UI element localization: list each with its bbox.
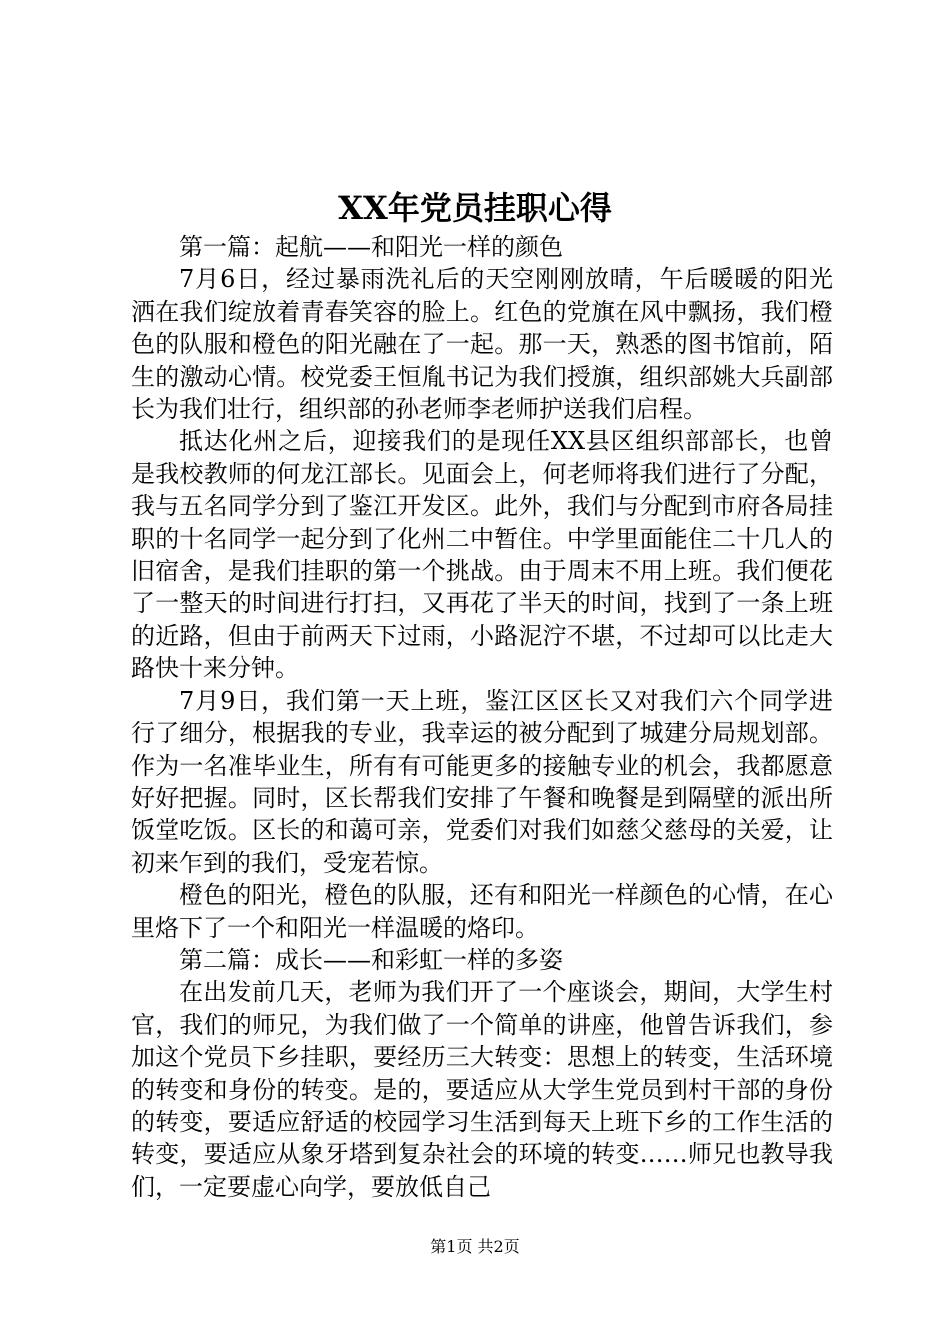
paragraph: 在出发前几天，老师为我们开了一个座谈会，期间，大学生村官，我们的师兄，为我们做了一个简单的讲座，他曾告诉我们，参加这个党员下乡挂职，要经历三大转变：思想上的转变，生活环境的转变和身份的转变。是的，要适应从大学生党员到村干部的身份的转变，要适应舒适的校园学习生活到每天上班下乡的工作生活的转变，要适应从象牙塔到复杂社会的环境的转变……师兄也教导我们，一定要虚心向学，要放低自己: [131, 978, 833, 1201]
document-title: XX年党员挂职心得: [338, 189, 612, 227]
paragraph: 抵达化州之后，迎接我们的是现任XX县区组织部部长，也曾是我校教师的何龙江部长。见面会上，何老师将我们进行了分配，我与五名同学分到了鉴江开发区。此外，我们与分配到市府各局挂职的十名同学一起分到了化州二中暂住。中学里面能住二十几人的旧宿舍，是我们挂职的第一个挑战。由于周末不用上班。我们便花了一整天的时间进行打扫，又再花了半天的时间，找到了一条上班的近路，但由于前两天下过雨，小路泥泞不堪，不过却可以比走大路快十来分钟。: [131, 427, 833, 683]
page-footer: 第1页 共2页: [430, 1237, 520, 1256]
section-heading-1: 第一篇：起航——和阳光一样的颜色: [179, 233, 563, 261]
paragraph: 橙色的阳光，橙色的队服，还有和阳光一样颜色的心情，在心里烙下了一个和阳光一样温暖的烙印。: [131, 881, 833, 942]
paragraph: 7月6日，经过暴雨洗礼后的天空刚刚放晴，午后暖暖的阳光洒在我们绽放着青春笑容的脸上。红色的党旗在风中飘扬，我们橙色的队服和橙色的阳光融在了一起。那一天，熟悉的图书馆前，陌生的激动心情。校党委王恒胤书记为我们授旗，组织部姚大兵副部长为我们壮行，组织部的孙老师李老师护送我们启程。: [131, 265, 833, 424]
paragraph: 7月9日，我们第一天上班，鉴江区区长又对我们六个同学进行了细分，根据我的专业，我幸运的被分配到了城建分局规划部。作为一名准毕业生，所有有可能更多的接触专业的机会，我都愿意好好把握。同时，区长帮我们安排了午餐和晚餐是到隔壁的派出所饭堂吃饭。区长的和蔼可亲，党委们对我们如慈父慈母的关爱，让初来乍到的我们，受宠若惊。: [131, 686, 833, 877]
section-heading-2: 第二篇：成长——和彩虹一样的多姿: [179, 945, 563, 974]
document-body: [131, 231, 833, 1203]
